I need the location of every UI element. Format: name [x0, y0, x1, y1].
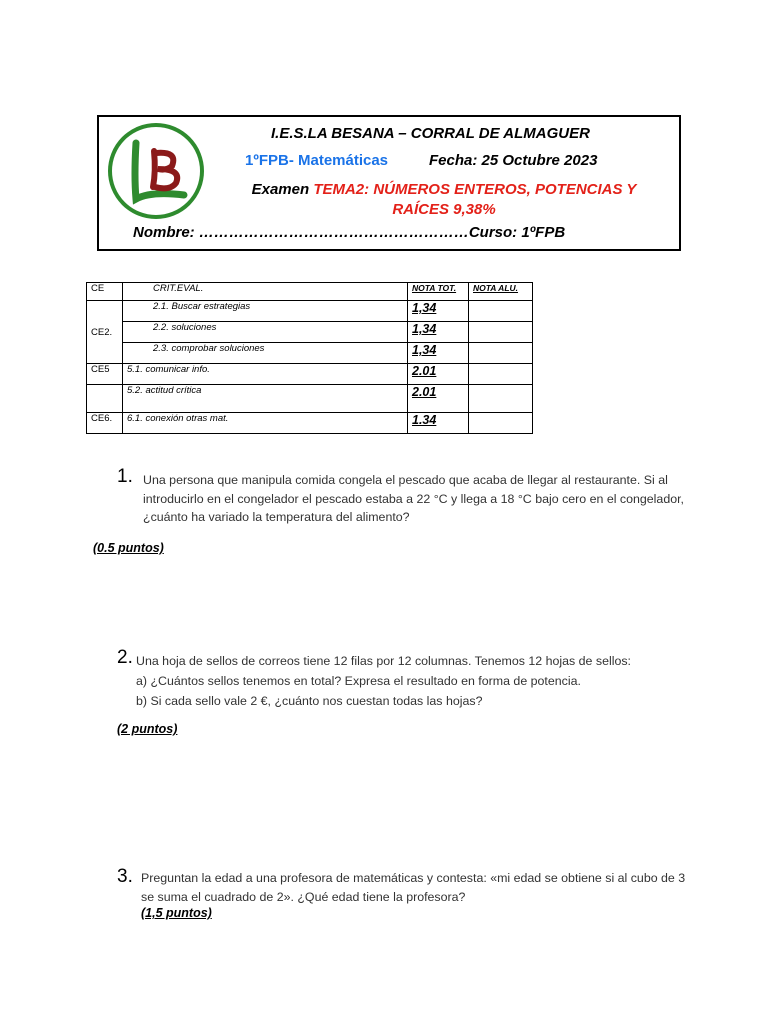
table-row	[87, 413, 533, 434]
ce-cell: CE5	[87, 364, 123, 385]
header-ce: CE	[87, 283, 123, 301]
question-1-points: (0.5 puntos)	[93, 541, 164, 555]
exam-title	[239, 180, 649, 220]
crit-cell: 2.2. soluciones	[123, 322, 408, 343]
exam-topic: TEMA2: NÚMEROS ENTEROS, POTENCIAS Y RAÍCES 9,38%	[313, 181, 637, 218]
nota-alu-input[interactable]	[469, 413, 533, 434]
header-nota-alu: NOTA ALU.	[469, 283, 533, 301]
header-crit: CRIT.EVAL.	[123, 283, 408, 301]
crit-cell: 5.2. actitud crítica	[123, 385, 408, 413]
nota-tot-cell: 2.01	[408, 364, 469, 385]
nota-tot-cell: 1.34	[408, 413, 469, 434]
nota-tot-cell: 1,34	[408, 343, 469, 364]
nota-alu-input[interactable]	[469, 364, 533, 385]
question-2-number: 2.	[117, 647, 133, 668]
question-line: se suma el cuadrado de 2». ¿Qué edad tiene la profesora?	[141, 889, 466, 904]
criteria-table	[86, 282, 533, 434]
course-subject: 1ºFPB- Matemáticas	[245, 152, 389, 169]
ce-cell: CE6.	[87, 413, 123, 434]
school-logo-icon	[106, 121, 206, 221]
question-line: introducirlo en el congelador el pescado estaba a 22 °C y llega a 18 °C bajo cero en el congelador,	[143, 491, 684, 506]
nota-tot-cell: 1,34	[408, 301, 469, 322]
school-name: I.E.S.LA BESANA – CORRAL DE ALMAGUER	[271, 125, 590, 142]
exam-prefix: Examen	[251, 181, 310, 198]
ce-cell: CE2.	[87, 301, 123, 364]
table-row	[87, 343, 533, 364]
nota-alu-input[interactable]	[469, 301, 533, 322]
question-line: a) ¿Cuántos sellos tenemos en total? Expresa el resultado en forma de potencia.	[136, 674, 581, 688]
crit-cell: 5.1. comunicar info.	[123, 364, 408, 385]
exam-date: Fecha: 25 Octubre 2023	[429, 152, 598, 169]
question-3-number: 3.	[117, 866, 133, 887]
table-row	[87, 301, 533, 322]
question-1-text	[143, 471, 684, 527]
table-row	[87, 322, 533, 343]
table-row	[87, 385, 533, 413]
question-line: Preguntan la edad a una profesora de matemáticas y contesta: «mi edad se obtiene si al cubo de 3	[141, 871, 686, 885]
question-2-text	[136, 651, 631, 711]
question-line: Una persona que manipula comida congela el pescado que acaba de llegar al restaurante. Si al	[143, 473, 668, 487]
table-row	[87, 364, 533, 385]
question-line: b) Si cada sello vale 2 €, ¿cuánto nos cuestan todas las hojas?	[136, 694, 483, 708]
header-nota-tot: NOTA TOT.	[408, 283, 469, 301]
crit-cell: 2.1. Buscar estrategias	[123, 301, 408, 322]
nota-tot-cell: 1,34	[408, 322, 469, 343]
nota-alu-input[interactable]	[469, 343, 533, 364]
question-2-points: (2 puntos)	[117, 722, 178, 736]
crit-cell: 2.3. comprobar soluciones	[123, 343, 408, 364]
question-3-points: (1,5 puntos)	[141, 906, 212, 920]
nota-alu-input[interactable]	[469, 322, 533, 343]
student-name-line: Nombre: ………………………………………………Curso: 1ºFPB	[133, 224, 566, 241]
question-line: ¿cuánto ha variado la temperatura del alimento?	[143, 510, 410, 524]
nota-tot-cell: 2.01	[408, 385, 469, 413]
table-header-row	[87, 283, 533, 301]
ce-cell	[87, 385, 123, 413]
exam-header	[97, 115, 681, 251]
nota-alu-input[interactable]	[469, 385, 533, 413]
question-3-text	[141, 869, 685, 906]
question-line: Una hoja de sellos de correos tiene 12 filas por 12 columnas. Tenemos 12 hojas de sellos:	[136, 654, 632, 668]
question-1-number: 1.	[117, 466, 133, 487]
crit-cell: 6.1. conexión otras mat.	[123, 413, 408, 434]
